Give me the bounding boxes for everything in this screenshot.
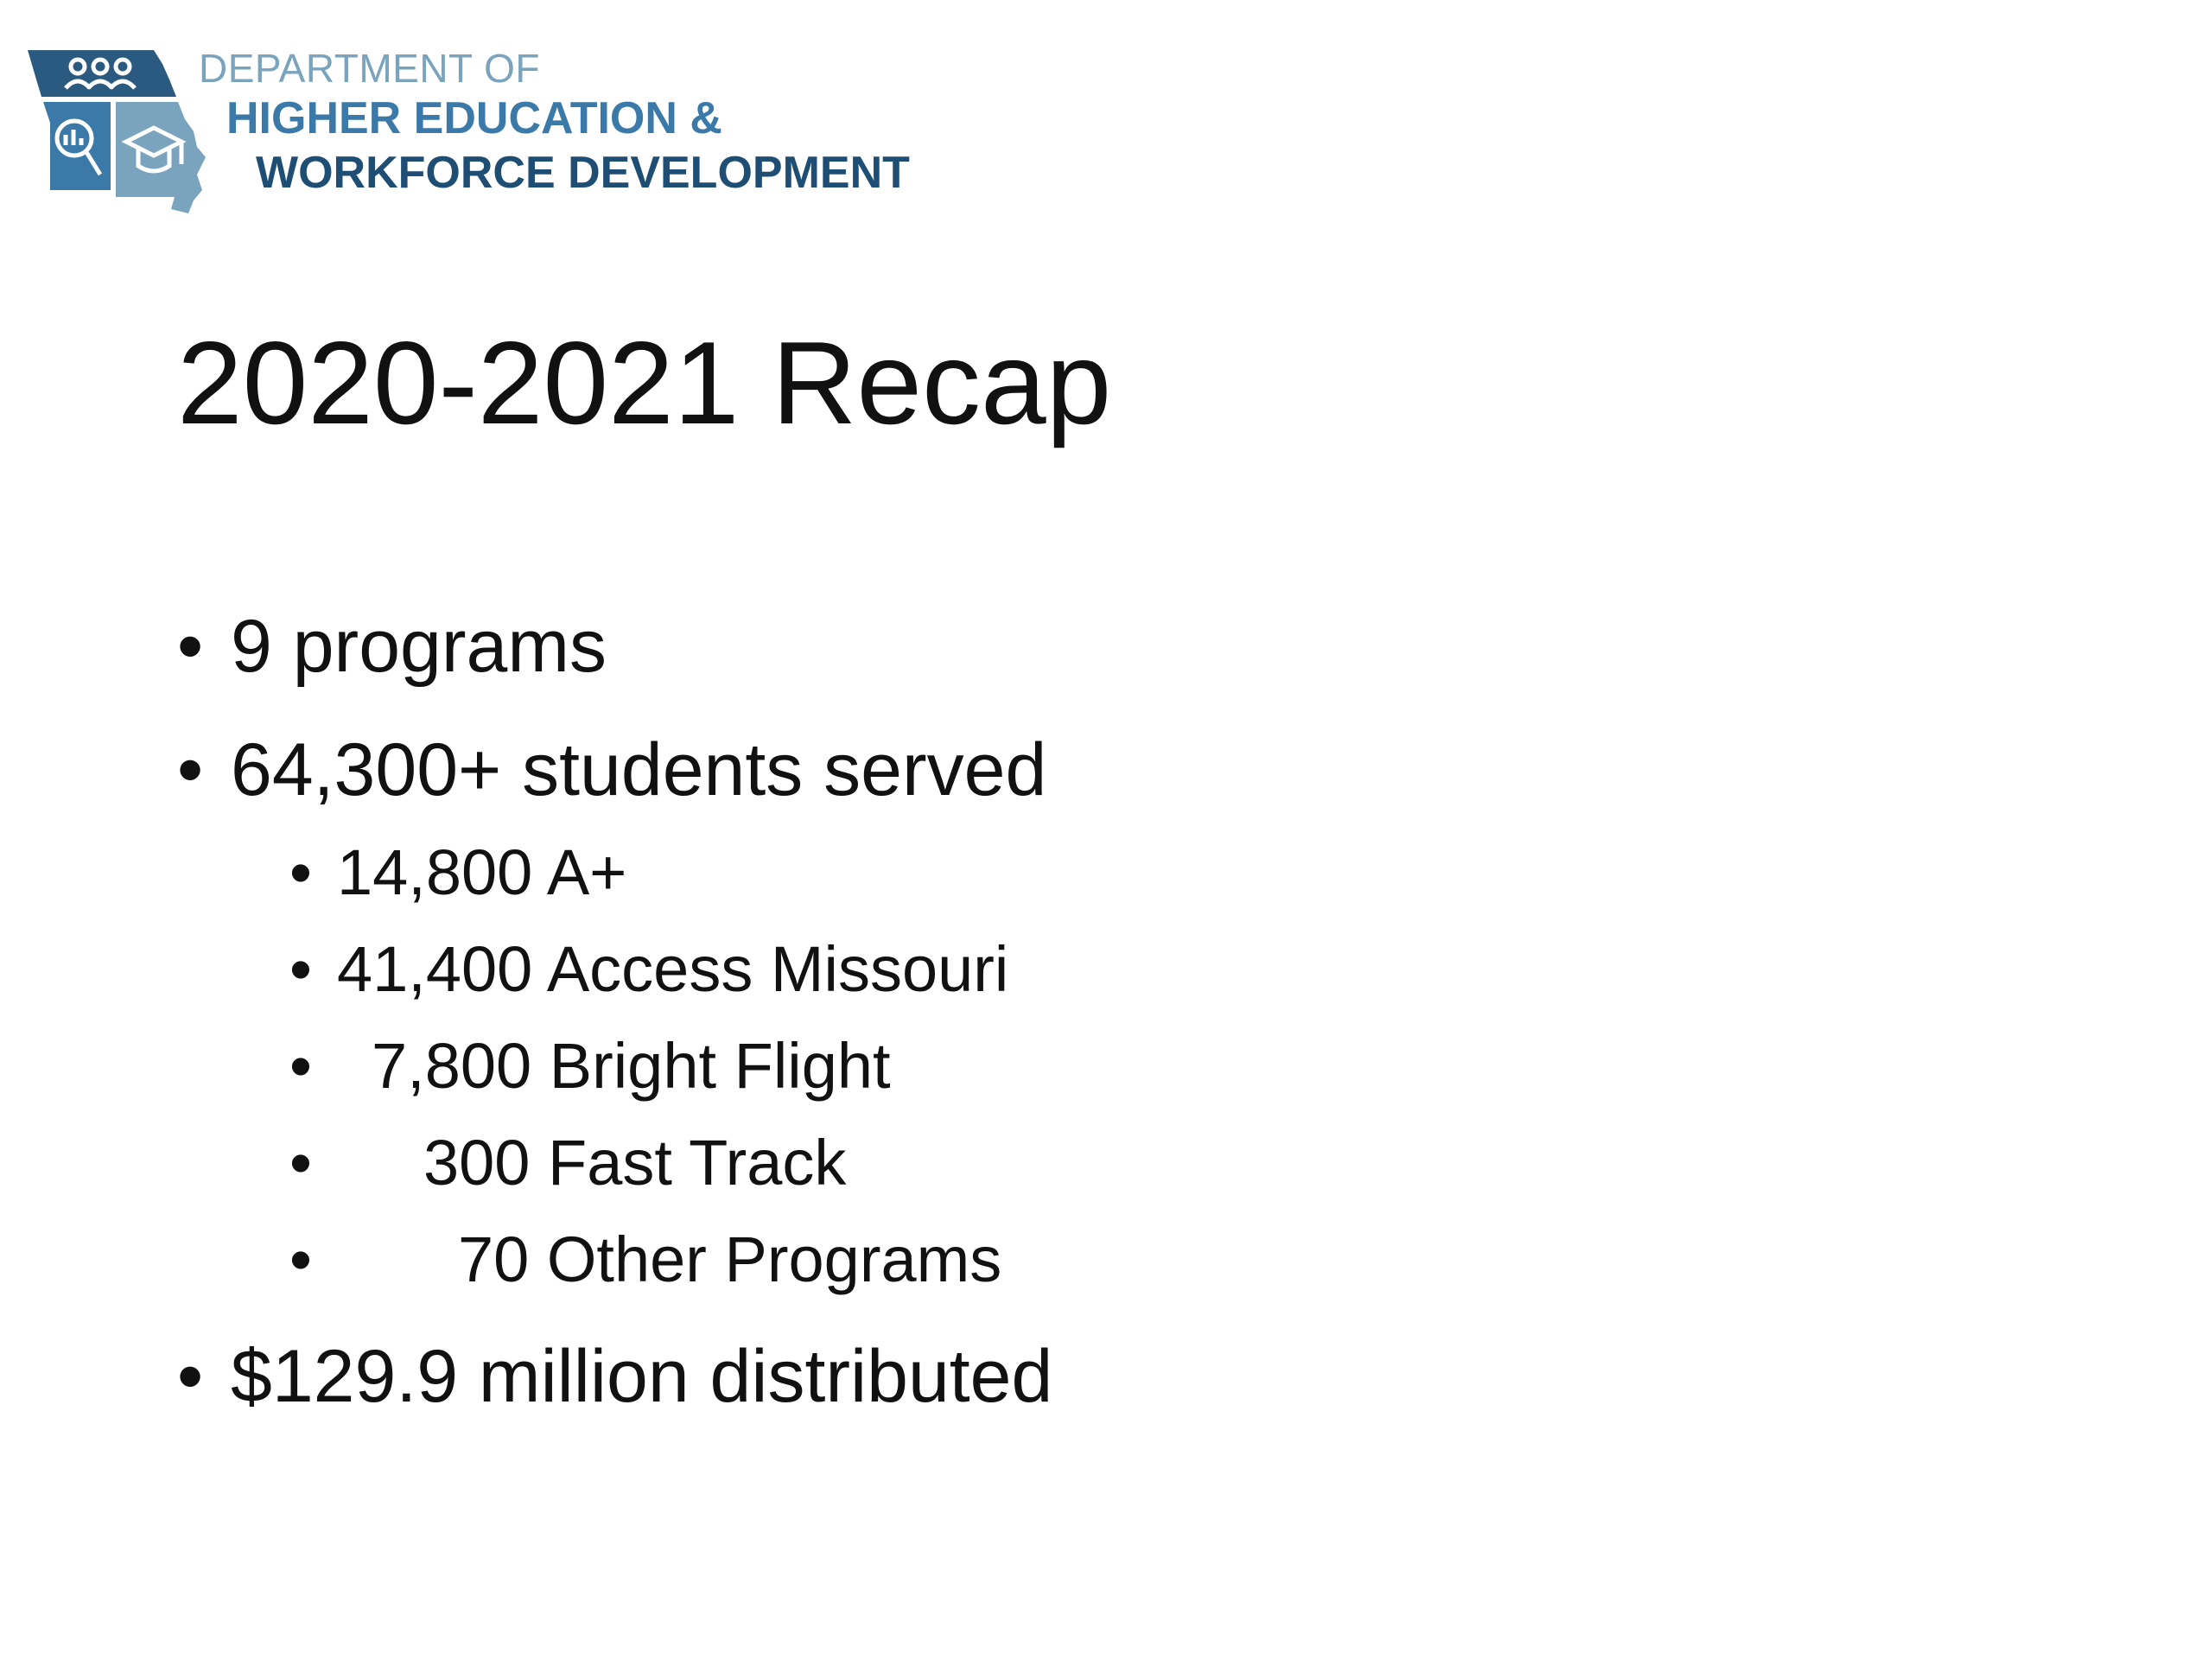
bullet-dot: •: [177, 1335, 204, 1418]
sub-bullet-dot: •: [289, 1127, 312, 1198]
bullet-text: 64,300+ students served: [231, 728, 1047, 811]
slide-title: 2020-2021 Recap: [177, 317, 1112, 448]
bullet-dot: •: [177, 728, 204, 811]
sub-bullet-text: 14,800 A+: [337, 836, 627, 908]
sub-bullet-text: 300 Fast Track: [423, 1127, 847, 1198]
sub-bullet-text: 70 Other Programs: [458, 1224, 1002, 1295]
logo-line-department: DEPARTMENT OF: [199, 46, 540, 91]
logo-line-higher-education: HIGHER EDUCATION &: [226, 93, 722, 143]
department-logo: [24, 45, 914, 218]
sub-bullet-dot: •: [289, 933, 312, 1005]
bullet-text: $129.9 million distributed: [231, 1335, 1053, 1418]
sub-bullet-dot: •: [289, 1030, 312, 1102]
sub-bullet-dot: •: [289, 1224, 312, 1295]
bullet-dot: •: [177, 605, 204, 688]
sub-bullet-dot: •: [289, 836, 312, 908]
sub-bullet-text: 7,800 Bright Flight: [372, 1030, 891, 1102]
missouri-map-logo-icon: [24, 45, 210, 213]
sub-bullet-text: 41,400 Access Missouri: [337, 933, 1009, 1005]
bullet-text: 9 programs: [231, 605, 607, 688]
logo-line-workforce-development: WORKFORCE DEVELOPMENT: [256, 148, 910, 198]
